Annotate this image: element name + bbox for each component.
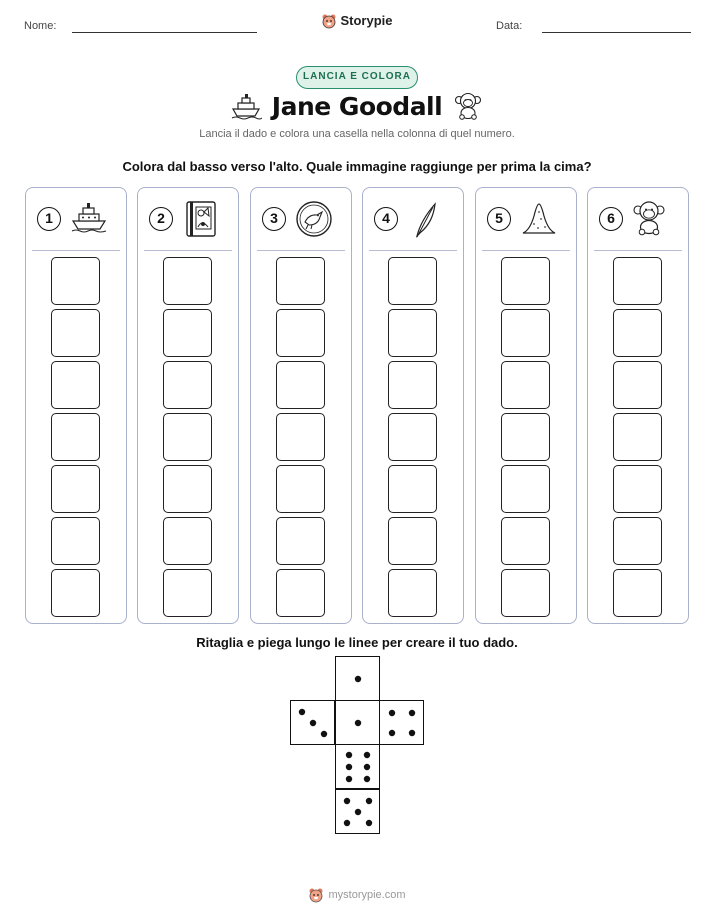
color-box[interactable] (501, 465, 550, 513)
footer-url: mystorypie.com (328, 889, 406, 901)
die-face-6 (335, 744, 380, 789)
die-pip (366, 798, 372, 804)
color-box[interactable] (613, 465, 662, 513)
color-box[interactable] (276, 517, 325, 565)
color-box[interactable] (388, 257, 437, 305)
column-number: 2 (149, 207, 173, 231)
die-pip (355, 676, 361, 682)
mound-icon (520, 200, 558, 243)
column-divider (369, 250, 457, 251)
color-box[interactable] (51, 361, 100, 409)
color-box[interactable] (163, 517, 212, 565)
color-box[interactable] (388, 465, 437, 513)
color-box[interactable] (613, 569, 662, 617)
column-1 (25, 187, 127, 624)
color-box[interactable] (276, 309, 325, 357)
color-box[interactable] (388, 413, 437, 461)
column-number: 4 (374, 207, 398, 231)
column-number: 3 (262, 207, 286, 231)
bird-coin-icon (295, 200, 333, 243)
die-pip (344, 798, 350, 804)
cut-instruction: Ritaglia e piega lungo le linee per creare il tuo dado. (196, 635, 518, 650)
color-box[interactable] (276, 361, 325, 409)
color-box[interactable] (163, 465, 212, 513)
color-box[interactable] (51, 309, 100, 357)
name-line (72, 32, 257, 33)
die-face-3 (290, 700, 335, 745)
column-number: 5 (487, 207, 511, 231)
die-pip (344, 820, 350, 826)
color-box[interactable] (388, 361, 437, 409)
die-face-1 (335, 656, 380, 701)
color-box[interactable] (501, 257, 550, 305)
column-header (476, 200, 576, 240)
column-divider (144, 250, 232, 251)
color-box[interactable] (163, 569, 212, 617)
color-box[interactable] (613, 413, 662, 461)
column-6 (587, 187, 689, 624)
column-number: 1 (37, 207, 61, 231)
feather-icon (407, 200, 445, 245)
column-number: 6 (599, 207, 623, 231)
color-box[interactable] (613, 257, 662, 305)
color-box[interactable] (276, 569, 325, 617)
die-pip (321, 731, 327, 737)
column-header (251, 200, 351, 240)
die-pip (364, 764, 370, 770)
color-box[interactable] (51, 569, 100, 617)
die-pip (355, 809, 361, 815)
name-label: Nome: (24, 20, 57, 32)
date-line (542, 32, 691, 33)
die-pip (355, 720, 361, 726)
color-box[interactable] (51, 465, 100, 513)
brand-logo (0, 12, 714, 29)
column-header (138, 200, 238, 240)
color-box[interactable] (51, 517, 100, 565)
color-box[interactable] (276, 413, 325, 461)
die-pip (409, 730, 415, 736)
die-pip (346, 776, 352, 782)
date-label: Data: (496, 20, 523, 32)
color-box[interactable] (501, 309, 550, 357)
color-box[interactable] (163, 361, 212, 409)
color-box[interactable] (501, 413, 550, 461)
color-box[interactable] (51, 257, 100, 305)
column-divider (482, 250, 570, 251)
color-box[interactable] (276, 257, 325, 305)
storypie-mascot-icon (321, 13, 337, 29)
color-box[interactable] (163, 257, 212, 305)
color-box[interactable] (613, 361, 662, 409)
color-box[interactable] (613, 517, 662, 565)
ship-icon (70, 200, 108, 239)
chimp-toy-icon (632, 200, 666, 241)
color-box[interactable] (388, 309, 437, 357)
activity-badge: LANCIA E COLORA (296, 66, 418, 89)
subtitle: Lancia il dado e colora una casella nella colonna di quel numero. (199, 128, 515, 140)
die-pip (389, 710, 395, 716)
die-face-5 (335, 789, 380, 834)
color-box[interactable] (388, 569, 437, 617)
die-pip (310, 720, 316, 726)
book-icon (182, 200, 220, 243)
die-pip (366, 820, 372, 826)
die-face-1 (335, 700, 380, 745)
color-box[interactable] (501, 569, 550, 617)
storypie-mascot-icon (308, 887, 324, 903)
die-pip (346, 764, 352, 770)
column-header (26, 200, 126, 240)
column-divider (257, 250, 345, 251)
column-header (588, 200, 688, 240)
color-box[interactable] (501, 517, 550, 565)
die-pip (409, 710, 415, 716)
footer (0, 887, 714, 903)
color-box[interactable] (388, 517, 437, 565)
color-box[interactable] (501, 361, 550, 409)
column-divider (594, 250, 682, 251)
die-pip (299, 709, 305, 715)
brand-name: Storypie (340, 13, 393, 29)
chimp-toy-icon (454, 92, 482, 125)
column-header (363, 200, 463, 240)
color-box[interactable] (163, 309, 212, 357)
page-title: Jane Goodall (271, 92, 443, 121)
color-box[interactable] (163, 413, 212, 461)
column-3 (250, 187, 352, 624)
color-box[interactable] (276, 465, 325, 513)
column-5 (475, 187, 577, 624)
column-4 (362, 187, 464, 624)
instruction-text: Colora dal basso verso l'alto. Quale immagine raggiunge per prima la cima? (122, 159, 592, 174)
die-pip (364, 776, 370, 782)
color-box[interactable] (613, 309, 662, 357)
column-2 (137, 187, 239, 624)
die-pip (364, 752, 370, 758)
column-divider (32, 250, 120, 251)
die-face-4 (379, 700, 424, 745)
color-box[interactable] (51, 413, 100, 461)
die-pip (346, 752, 352, 758)
die-pip (389, 730, 395, 736)
